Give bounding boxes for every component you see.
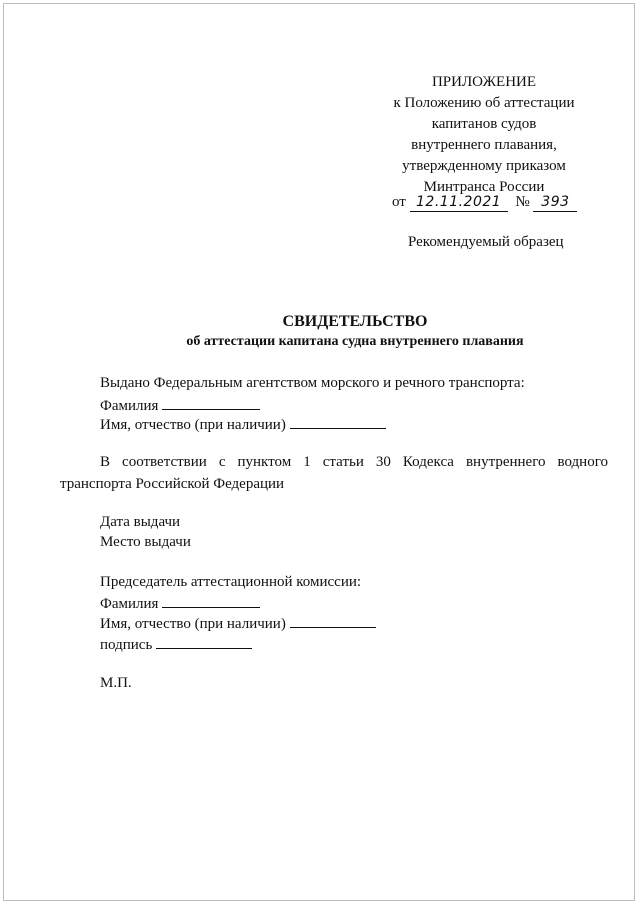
order-date-number-row <box>392 193 577 212</box>
chairman-signature-row <box>100 634 252 654</box>
holder-name-row <box>100 414 386 434</box>
signature-label: подпись <box>100 637 153 653</box>
holder-name-label: Имя, отчество (при наличии) <box>100 417 286 433</box>
chairman-surname-label: Фамилия <box>100 596 159 612</box>
number-field <box>533 193 577 212</box>
appendix-line-3: внутреннего плавания, <box>411 137 557 153</box>
date-value: 12.11.2021 <box>416 194 502 210</box>
appendix-line-4: утвержденному приказом <box>402 158 566 174</box>
appendix-title: ПРИЛОЖЕНИЕ <box>431 74 537 90</box>
holder-surname-label: Фамилия <box>100 398 159 414</box>
basis-paragraph: В соответствии с пунктом 1 статьи 30 Кодекса внутреннего водного транспорта Российской Федерации <box>60 454 608 492</box>
holder-surname-field[interactable] <box>162 395 260 410</box>
appendix-line-5: Минтранса России <box>423 179 545 195</box>
number-prefix: № <box>515 194 530 210</box>
chairman-name-label: Имя, отчество (при наличии) <box>100 616 286 632</box>
number-value: 393 <box>541 194 570 210</box>
issued-by-text: Выдано Федеральным агентством морского и речного транспорта: <box>100 375 525 391</box>
issue-place-label: Место выдачи <box>100 534 191 550</box>
appendix-line-2: капитанов судов <box>431 116 537 132</box>
signature-field[interactable] <box>156 634 252 649</box>
chairman-surname-field[interactable] <box>162 593 260 608</box>
document-title: СВИДЕТЕЛЬСТВО <box>282 313 428 330</box>
holder-name-field[interactable] <box>290 414 386 429</box>
chairman-surname-row <box>100 593 260 613</box>
issue-date-label: Дата выдачи <box>100 514 181 530</box>
date-prefix: от <box>392 194 406 210</box>
appendix-line-1: к Положению об аттестации <box>393 95 575 111</box>
appendix-header <box>384 72 584 198</box>
sample-note: Рекомендуемый образец <box>408 234 564 250</box>
chairman-heading: Председатель аттестационной комиссии: <box>100 574 362 590</box>
document-subtitle: об аттестации капитана судна внутреннего плавания <box>186 334 524 349</box>
stamp-place: М.П. <box>100 675 132 691</box>
date-field <box>410 193 508 212</box>
holder-surname-row <box>100 395 260 415</box>
chairman-name-row <box>100 613 376 633</box>
chairman-name-field[interactable] <box>290 613 376 628</box>
